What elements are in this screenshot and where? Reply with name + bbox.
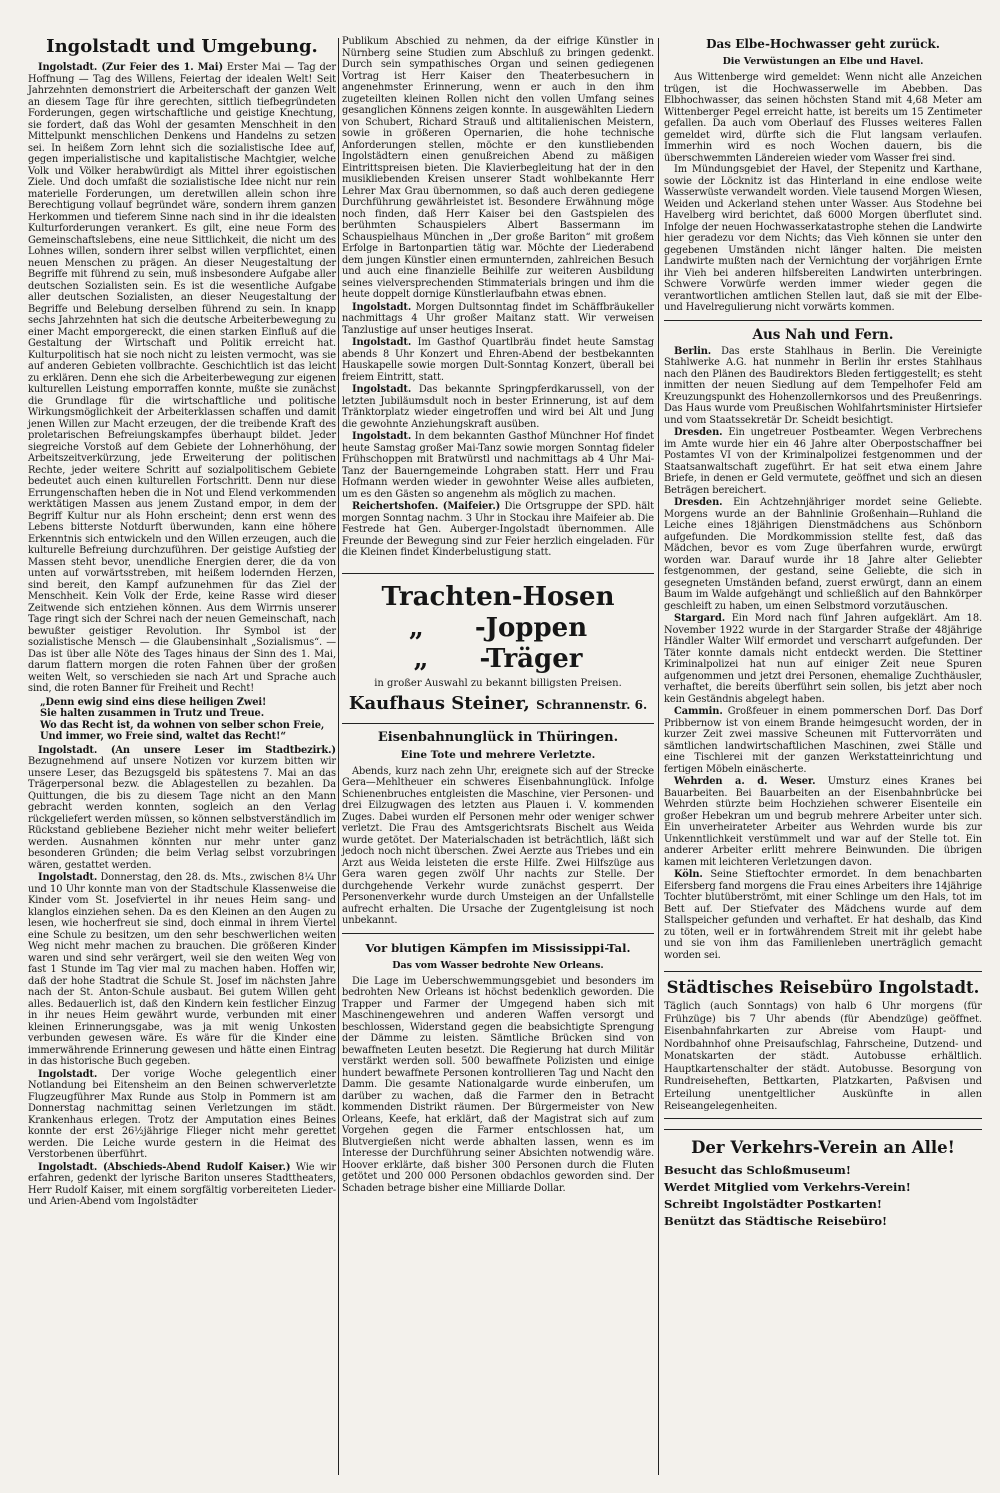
column-right (664, 36, 982, 1230)
ad-line: Benützt das Städtische Reisebüro! (664, 1213, 888, 1228)
article-list (664, 346, 982, 962)
poem-line: Sie halten zusammen in Trutz und Treue. (40, 708, 265, 719)
article-lead: Ingolstadt. (An unsere Leser im Stadtbezirk.) (38, 744, 336, 756)
article-lead: Stargard. (674, 613, 726, 624)
article (342, 384, 654, 430)
ad-line: -Träger (479, 643, 583, 674)
poem (40, 697, 336, 743)
ad-shop-address: Schrannenstr. 6. (536, 697, 648, 712)
ad-heading: Der Verkehrs-Verein an Alle! (691, 1137, 955, 1157)
article-heading: Das Elbe-Hochwasser geht zurück. (706, 37, 940, 51)
article (664, 427, 982, 496)
column-left (28, 36, 336, 1208)
article (664, 497, 982, 612)
article-list (342, 36, 654, 559)
ad-heading: Städtisches Reisebüro Ingolstadt. (666, 978, 980, 997)
column-middle (342, 36, 654, 1194)
article-text: Die Lage im Ueberschwemmungsgebiet und besonders im bedrohten New Orleans ist höchst bedenklich geworden. Die Trapper und Farmer der Umgegend haben sich mit Maschinengewehren und anderen Waffen versorgt und beschlossen, Widerstand gegen die beabsichtigte Sprengung der Dämme zu leisten. Sämtliche Brücken sind von bewaffneten Leuten besetzt. Die Regierung hat durch Militär verstärkt werden soll. 500 bewaffnete Polizisten und einige hundert bewaffnete Personen kontrollieren Tag und Nacht den Damm. Die gesamte Nationalgarde wurde einberufen, um darüber zu wachen, daß die Farmer den in Betracht kommenden Distrikt räumen. Der Bürgermeister von New Orleans, Keefe, hat erklärt, daß der Magistrat sich auf zum Vorgehen gegen die Farmer entschlossen hat, um Blutvergießen nicht werde abhalten lassen, wenn es im Interesse der Durchführung seiner Absichten notwendig wäre. Hoover erklärte, daß bisher 300 Personen durch die Fluten getötet und 200 000 Personen obdachlos geworden sind. Der Schaden betrage bisher eine Milliarde Dollar. (342, 975, 654, 1194)
article-text: Abends, kurz nach zehn Uhr, ereignete sich auf der Strecke Gera—Mehltheuer ein schweres Eisenbahnunglück. Infolge Schienenbruches entgleisten die Maschine, vier Personen- und drei Eilzugwagen des letzten aus Plauen i. V. kommenden Zuges. Dabei wurden elf Personen mehr oder weniger schwer verletzt. Die Frau des Amtsgerichtsrats Bischelt aus Weida wurde getötet. Der Materialschaden ist beträchtlich, läßt sich jedoch noch nicht überschen. Zwei Aerzte aus Triebes und ein Arzt aus Weida leisteten die erste Hilfe. Zwei Hilfszüge aus Gera waren gegen zwölf Uhr nachts zur Stelle. Der durchgehende Verkehr wurde zunächst gesperrt. Der Personenverkehr wurde durch Umsteigen an der Unfallstelle aufrecht erhalten. Die Ursache der Zugentgleisung ist noch unbekannt. (342, 765, 654, 926)
poem-line: Wo das Recht ist, da wohnen von selber schon Freie, (40, 719, 325, 731)
article-text: Aus Wittenberge wird gemeldet: Wenn nicht alle Anzeichen trügen, ist die Hochwasserwelle im Abebben. Das Elbhochwasser, das seinen höchsten Stand mit 4,68 Meter am Wittenberger Pegel erreicht hatte, ist bereits um 15 Zentimeter gefallen. Da auch vom Oberlauf des Flusses weiteres Fallen gemeldet wird, dürfte sich die Flut langsam verlaufen. Immerhin wird es noch Wochen dauern, bis die überschwemmten Ländereien wieder vom Wasser frei sind. (664, 72, 982, 164)
article-lead: Ingolstadt. (38, 872, 98, 883)
article-lead: Ingolstadt. (352, 301, 412, 313)
article-lead: Köln. (674, 869, 703, 880)
article-body: In dem bekannten Gasthof Münchner Hof findet heute Samstag großer Mai-Tanz sowie morgen Sonntag fideler Frühschoppen mit Bratwürstl und nachmittags ab 4 Uhr Mai-Tanz der Bauerngemeinde Lohgraben statt. Herr und Frau Hofmann werden wieder in gewohnter Weise alles aufbieten, um es den Gästen so angenehm als möglich zu machen. (342, 431, 655, 500)
article-body: Ein Achtzehnjähriger mordet seine Geliebte. Morgens wurde an der Bahnlinie Großenhain—Ruhland die Leiche eines 18jährigen Dienstmädchens aus Schönborn aufgefunden. Die Mordkommission stellte fest, daß das Mädchen, bevor es vom Zuge überfahren wurde, erwürgt worden war. Darauf wurde ihr 18 Jahre alter Geliebter festgenommen, der gestand, seine Geliebte, die sich in gesegneten Umständen befand, zuerst erwürgt, dann an einem Baum im Walde aufgehängt und schließlich auf den Bahnkörper geschleift zu haben, um einen Selbstmord vorzutäuschen. (664, 497, 982, 612)
section-heading: Ingolstadt und Umgebung. (46, 36, 318, 57)
article-body: Ein ungetreuer Postbeamter. Wegen Verbrechens im Amte wurde hier ein 46 Jahre alter Oberpostschaffner bei Postamtes VI von der Kriminalpolizei festgenommen und der Staatsanwaltschaft zugeführt. Er hat seit etwa einem Jahre Briefe, in denen er Geld vermutete, geöffnet und sich an diesen Beträgen bereichert. (664, 427, 982, 496)
article-lead: Ingolstadt. (352, 337, 412, 348)
ad-line: -Joppen (474, 612, 588, 643)
article-body: Bezugnehmend auf unsere Notizen vor kurzem bitten wir unsere Leser, das Bezugsgeld bis spätestens 7. Mai an das Trägerpersonal bezw. die Ablagestellen zu bezahlen. Da Quittungen, die bis zu diesem Tage nicht an den Mann gebracht werden konnten, sogleich an den Verlag rückgeliefert werden müssen, so können selbstverständlich im Rückstand gebliebene Bezieher nicht mehr weiter beliefert werden. Ausnahmen könnten nur mehr unter ganz besonderen Gründen; die beim Verlag selbst vorzubringen wären, gestattet werden. (28, 756, 336, 871)
poem-line: Und immer, wo Freie sind, waltet das Recht!“ (40, 731, 286, 742)
article-body: Seine Stieftochter ermordet. In dem benachbarten Eifersberg fand morgens die Frau eines Arbeiters ihre 14jährige Tochter blutüberströmt, mit einer Schlinge um den Hals, tot im Bett auf. Der Stiefvater des Mädchens wurde auf dem Stallspeicher gefunden und verhaftet. Er hat deshalb, das Kind zu töten, weil er in fortwährendem Streit mit ihr gelebt habe und sie von ihm das Familienleben unerträglich gemacht worden sei. (664, 869, 982, 961)
article-body: Donnerstag, den 28. ds. Mts., zwischen 8¼ Uhr und 10 Uhr konnte man von der Stadtschule Klassenweise die Kinder vom St. Josefviertel in ihr neues Heim sang- und klanglos einziehen sehen. Da es den Kleinen an den Augen zu lesen, wie hocherfreut sie sind, doch einmal in ihrem Viertel eine Schule zu besitzen, um den sehr beschwerlichen weiten Weg nicht mehr machen zu brauchen. Die größeren Kinder waren und sind sehr verärgert, weil sie den weiten Weg von fast 1 Stunde im Tag vier mal zu machen haben. Hoffen wir, daß der hohe Stadtrat die Schule St. Josef im nächsten Jahre nach der St. Anton-Schule ausbaut. Bei gutem Willen geht alles. Bedauerlich ist, daß den Kindern kein festlicher Einzug in ihr neues Heim gewährt wurde, verbunden mit einer kleinen Erinnerungsgabe, was ja mit wenig Unkosten verbunden gewesen wäre. Es wäre für die Kinder eine immerwährende Erinnerung gewesen und hätte einen Eintrag in das historische Buch gegeben. (28, 872, 336, 1067)
article-body: Im Gasthof Quartlbräu findet heute Samstag abends 8 Uhr Konzert und Ehren-Abend der bestbekannten Hauskapelle sowie morgen Dult-Sonntag Konzert, überall bei freiem Eintritt, statt. (342, 337, 654, 383)
article-heading: Vor blutigen Kämpfen im Mississippi-Tal. (365, 940, 631, 955)
ditto-mark: „ (408, 612, 424, 643)
ad-row (342, 644, 654, 675)
advertisement-verkehrsverein (664, 1129, 982, 1230)
ad-line: Schreibt Ingolstädter Postkarten! (664, 1196, 882, 1211)
article (342, 501, 654, 559)
section-heading: Aus Nah und Fern. (752, 326, 894, 343)
article-body: Die Ortsgruppe der SPD. hält morgen Sonntag nachm. 3 Uhr in Stockau ihre Maifeier ab. Die Festrede hat Gen. Auberger-Ingolstadt übernommen. Alle Freunde der Bewegung sind zur Feier herzlich eingeladen. Für die Kleinen findet Kinderbelustigung statt. (342, 501, 654, 558)
advertisement-trachten (342, 573, 654, 724)
article (664, 776, 982, 868)
article (664, 613, 982, 705)
article (28, 62, 336, 695)
article (342, 302, 654, 337)
ad-tagline: in großer Auswahl zu bekannt billigsten Preisen. (374, 677, 622, 689)
article (342, 431, 654, 500)
divider (664, 320, 982, 321)
ad-row (342, 613, 654, 644)
article-body: Das bekannte Springpferdkarussell, von der letzten Jubiläumsdult noch in bester Erinnerung, ist auf dem Tränktorplatz wieder eingetroffen und wird bei Alt und Jung die gewohnte Anziehungskraft ausüben. (342, 384, 655, 430)
ad-shop (342, 692, 654, 717)
article (28, 1069, 336, 1161)
article (28, 872, 336, 1068)
ad-line: Werdet Mitglied vom Verkehrs-Verein! (664, 1179, 911, 1194)
article (342, 337, 654, 383)
article-subheading: Das vom Wasser bedrohte New Orleans. (392, 959, 604, 971)
article-lead: Berlin. (674, 345, 712, 357)
article-rail-accident (342, 730, 654, 927)
article-text: Im Mündungsgebiet der Havel, der Stepenitz und Karthane, sowie der Löcknitz ist das Hinterland in eine endlose weite Wasserwüste verwandelt worden. Viele tausend Morgen Wiesen, Weiden und Ackerland stehen unter Wasser. Aus Stodehne bei Havelberg wird berichtet, daß 6000 Morgen überflutet sind. Infolge der neuen Hochwasserkatastrophe stehen die Landwirte hier geradezu vor dem Nichts; das Vieh können sie unter den gegebenen Umständen nicht länger halten. Die meisten Landwirte mußten nach der Vernichtung der vorjährigen Ernte ihr Vieh bei anderen hilfsbereiten Landwirten unterbringen. Schwere Vorwürfe werden immer wieder gegen die verantwortlichen amtlichen Stellen laut, daß sie mit der Elbe- und Havelregulierung nicht vorwärts kommen. (664, 164, 982, 313)
article-body: Das erste Stahlhaus in Berlin. Die Vereinigte Stahlwerke A.G. hat nunmehr in Berlin ihr erstes Stahlhaus nach den Plänen des Baudirektors Bleden fertiggestellt; es steht inmitten der neuen Siedlung auf dem Tempelhofer Feld am Kreuzungspunkt des Hohenzollernkorsos und des Preußenrings. Das Haus wurde vom Preußischen Wohlfahrtsminister Hirtsiefer und vom Staatssekretär Dr. Scheidt besichtigt. (664, 345, 982, 426)
article-body: Erster Mai — Tag der Hoffnung — Tag des Willens, Feiertag der idealen Welt! Seit Jahrzehnten demonstriert die Arbeiterschaft der ganzen Welt an diesem Tage für ihre gerechten, sittlich tiefbegründeten Forderungen, gegen wirtschaftliche und geistige Knechtung, sie fordert, daß das Wohl der gesamten Menschheit in den Mittelpunkt menschlichen Denkens und Handelns zu setzen sei. In heißem Zorn lehnt sich die sozialistische Idee auf, gegen imperialistische und kapitalistische Machtgier, welche Volk und Völker herabwürdigt als Mittel ihrer egoistischen Ziele. Und doch umfaßt die sozialistische Idee nicht nur rein materielle Forderungen, um deretwillen allein schon ihre Berechtigung vollauf begründet wäre, sondern ihrem ganzen Herkommen und tieferem Sinne nach sind in ihr die idealsten Kulturforderungen verankert. Es gilt, eine neue Form des Gemeinschaftslebens, eine neue Sittlichkeit, die nicht um des Lohnes willen, sondern ihrer selbst willen verpflichtet, einen neuen Menschen zu prägen. An dieser Neugestaltung der Begriffe mit führend zu sein, muß insbesondere Aufgabe aller deutschen Sozialisten sein. Es ist die wesentliche Aufgabe aller deutschen Sozialisten, an dieser Neugestaltung der Begriffe und Belebung derselben führend zu sein. In knapp sechs Jahrzehnten hat sich die deutsche Arbeiterbewegung zu einer Macht emporgereckt, die einen starken Einfluß auf die Gestaltung der Wirtschaft und Politik erreicht hat. Kulturpolitisch hat sie noch nicht zu leisten vermocht, was sie auf anderen Gebieten vollbrachte. Geschichtlich ist das leicht zu erklären. Denn ehe sich die Arbeiterbewegung zur eigenen kulturellen Leistung emporraffen konnte, mußte sie zunächst die Grundlage für die wirtschaftliche und politische Wirkungsmöglichkeit der Arbeiterklassen schaffen und damit jenen Willen zur Macht erzeugen, der die treibende Kraft des proletarischen Befreiungskampfes überhaupt bildet. Jeder siegreiche Vorstoß auf dem Gebiete der Lohnerhöhung, der Arbeitszeitverkürzung, jede Erweiterung der politischen Rechte, jeder weitere Schritt auf sozialpolitischem Gebiete bedeutet auch einen kulturellen Fortschritt. Denn nur diese Errungenschaften heben die in Not und Elend verkommenden werktätigen Massen aus jenem Zustand empor, in dem der Begriff Kultur nur als Hohn erscheint; denn erst wenn des Lebens bitterste Notdurft überwunden, kann eine höhere Erkenntnis sich entwickeln und den Willen erzeugen, auch die kulturelle Befreiung durchzuführen. Der geistige Aufstieg der Massen steht bevor, unendliche Energien derer, die da von unten auf vorwärtsstreben, mit heißem lodernden Herzen, sind bereit, den Kampf aufzunehmen für das Ziel der Menschheit. Kein Volk der Erde, keine Rasse wird dieser Zeitwende sich entziehen können. Aus dem Wirrnis unserer Tage ringt sich der Schrei nach der neuen Gemeinschaft, nach bewußter geistiger Revolution. Ihr Symbol ist der sozialistische Mensch — die Glaubensinhalt „Sozialismus“. — Das ist über alle Nöte des Tages hinaus der Sinn des 1. Mai, darum flattern morgen die roten Fahnen über der großen weiten Welt, so verschieden sie nach Art und Sprache auch sind, die roten Banner für Freiheit und Recht! (28, 62, 336, 694)
article-lead: Dresden. (674, 497, 723, 508)
article-heading: Eisenbahnunglück in Thüringen. (377, 729, 619, 745)
article-subheading: Die Verwüstungen an Elbe und Havel. (722, 56, 924, 67)
article (28, 745, 336, 872)
column-rule-1 (338, 38, 339, 1475)
article-body (342, 976, 654, 1195)
article (664, 706, 982, 775)
article (28, 1162, 336, 1208)
article-body: Ein Mord nach fünf Jahren aufgeklärt. Am 18. November 1922 wurde in der Stargarder Straße der 48jährige Händler Walter Wilf ermordet und verscharrt aufgefunden. Der Täter konnte damals nicht entdeckt werden. Die Stettiner Kriminalpolizei hat nun auf einiger Zeit neue Spuren aufgenommen und jetzt drei Personen, ehemalige Zuchthäusler, verhaftet, die bereits überführt sein sollen, bis jetzt aber noch kein Geständnis abgelegt haben. (664, 613, 983, 705)
ad-line: Besucht das Schloßmuseum! (664, 1162, 851, 1177)
article-lead: Ingolstadt. (38, 1068, 98, 1080)
ad-line: Trachten-Hosen (381, 581, 615, 612)
article-lead: Ingolstadt. (352, 384, 412, 395)
divider (342, 933, 654, 934)
article-lead: Cammin. (674, 706, 723, 717)
article-body: Publikum Abschied zu nehmen, da der eifrige Künstler in Nürnberg seine Studien zum Abschluß zu bringen gedenkt. Durch sein sympathisches Organ und seinen gediegenen Vortrag ist Herr Kaiser den Theaterbesuchern in angenehmster Erinnerung, wenn er auch in den ihm zugeteilten kleinen Rollen nicht den vollen Umfang seines gesanglichen Könnens zeigen konnte. In ausgewählten Liedern von Schubert, Richard Strauß und altitalienischen Meistern, sowie in größeren Opernarien, die hohe technische Anforderungen stellen, möchte er den kunstliebenden Ingolstädtern einen genußreichen Abend zu mäßigen Eintrittspreisen bieten. Die Klavierbegleitung hat der in den musikliebenden Kreisen unserer Stadt wohlbekannte Herr Lehrer Max Grau übernommen, so daß auch deren gediegene Durchführung gewährleistet ist. Besondere Erwähnung möge noch finden, daß Herr Kaiser bei den Gastspielen des berühmten Schauspielers Albert Bassermann im Schauspielhaus München in „Der große Bariton“ mit großem Erfolge in Bartonpartien tätig war. Möchte der Liederabend dem jungen Künstler einen ermunternden, zahlreichen Besuch und auch eine finanzielle Beihilfe zur weiteren Ausbildung seines vielversprechenden Stimmaterials bringen und ihm die heute doppelt dornige Künstlerlaufbahn etwas ebnen. (342, 36, 654, 300)
article-body: Umsturz eines Kranes bei Bauarbeiten. Bei Bauarbeiten an der Eisenbahnbrücke bei Wehrden stürzte beim Hochziehen schwerer Eisenteile ein großer Hebekran um und begrub mehrere Arbeiter unter sich. Ein unverheirateter Arbeiter aus Wehrden wurde bis zur Unkenntlichkeit verstümmelt und war auf der Stelle tot. Ein anderer Arbeiter erlitt mehrere Beinwunden. Die übrigen kamen mit leichteren Verletzungen davon. (664, 776, 983, 868)
article (342, 36, 654, 301)
article-lead: Ingolstadt. (Abschieds-Abend Rudolf Kaiser.) (38, 1161, 291, 1173)
article-body (342, 766, 654, 927)
ditto-mark: „ (413, 643, 429, 674)
article-body: Morgen Dultsonntag findet im Schäffbräukeller nachmittags 4 Uhr großer Maitanz statt. Wir verweisen Tanzlustige auf unser heutiges Inserat. (342, 301, 654, 336)
ad-text: Täglich (auch Sonntags) von halb 6 Uhr morgens (für Frühzüge) bis 7 Uhr abends (für Abendzüge) geöffnet. Eisenbahnfahrkarten zur Abreise vom Haupt- und Nordbahnhof ohne Preisaufschlag, Fahrscheine, Dutzend- und Monatskarten der städt. Autobusse erhältlich. Hauptkartenschalter der städt. Autobusse. Besorgung von Rundreiseheften, Bettkarten, Platzkarten, Paßvisen und Erteilung unentgeltlicher Auskünfte in allen Reiseangelegenheiten. (664, 1001, 982, 1112)
poem-line: „Denn ewig sind eins diese heiligen Zwei! (40, 696, 267, 708)
article-body: Großfeuer in einem pommerschen Dorf. Das Dorf Pribbernow ist von einem Brande heimgesucht worden, der in kurzer Zeit zwei massive Scheunen mit Futtervorräten und sämtlichen landwirtschaftlichen Maschinen, zwei Ställe und eine Tischlerei mit der ganzen Werkstatteinrichtung und fertigen Möbeln einäscherte. (664, 706, 982, 775)
article-body: Der vorige Woche gelegentlich einer Notlandung bei Eitensheim an den Beinen schwerverletzte Flugzeugführer Max Runde aus Stolp in Pommern ist am Donnerstag nachmittag seinen Verletzungen im städt. Krankenhaus erlegen. Trotz der Amputation eines Beines konnte der erst 26½jährige Flieger nicht mehr gerettet werden. Die Leiche wurde gestern in die Heimat des Verstorbenen überführt. (28, 1068, 337, 1160)
ad-shop-name: Kaufhaus Steiner, (348, 692, 530, 714)
ad-body (664, 1001, 982, 1114)
article-body: Wie wir erfahren, gedenkt der lyrische Bariton unseres Stadttheaters, Herr Rudolf Kaiser, mit einem sorgfältig vorbereiteten Lieder- und Arien-Abend vom Ingolstädter (28, 1161, 337, 1207)
article (664, 869, 982, 961)
article-mississippi (342, 940, 654, 1195)
article-subheading: Eine Tote und mehrere Verletzte. (400, 748, 596, 761)
article-lead: Ingolstadt. (Zur Feier des 1. Mai) (38, 62, 223, 73)
article-lead: Dresden. (674, 427, 723, 438)
article-list (28, 62, 336, 1208)
article-body (664, 72, 982, 314)
column-rule-2 (658, 38, 659, 1475)
article-lead: Wehrden a. d. Weser. (674, 776, 816, 787)
article-elbe (664, 36, 982, 314)
advertisement-reisebuero (664, 971, 982, 1119)
article-lead: Reichertshofen. (Maifeier.) (352, 501, 501, 512)
article-lead: Ingolstadt. (352, 431, 412, 442)
section-aus-nah-und-fern (664, 327, 982, 962)
article (664, 346, 982, 427)
